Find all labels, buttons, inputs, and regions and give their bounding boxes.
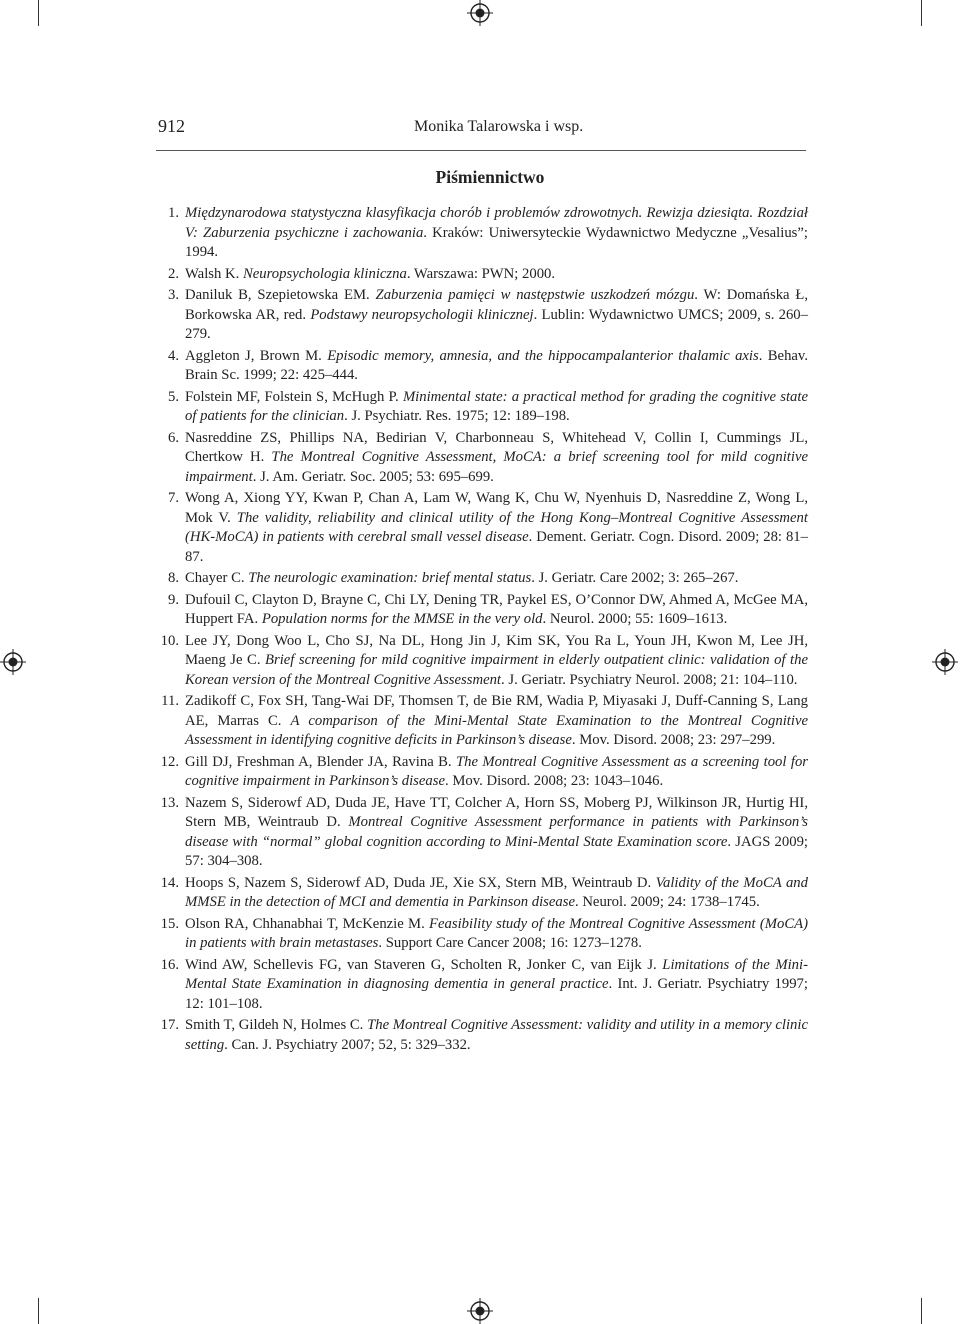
- registration-mark-left-icon: [0, 649, 26, 675]
- running-head: Monika Talarowska i wsp.: [414, 118, 584, 135]
- reference-authors: Walsh K.: [185, 265, 243, 282]
- reference-authors: Wind AW, Schellevis FG, van Staveren G, Scholten R, Jonker C, van Eijk J.: [185, 956, 663, 973]
- reference-number: 14.: [160, 874, 179, 891]
- reference-number: 12.: [160, 753, 179, 770]
- reference-title: Neuropsychologia kliniczna: [242, 265, 407, 282]
- reference-source: . JAGS 2009; 57: 304–308.: [185, 833, 808, 869]
- reference-item: [150, 286, 808, 345]
- reference-item: [150, 569, 808, 589]
- reference-source: . Neurol. 2000; 55: 1609–1613.: [542, 611, 728, 627]
- reference-source: . Kraków: Uniwersyteckie Wydawnictwo Medyczne „Vesalius”; 1994.: [185, 224, 808, 260]
- registration-mark-right-icon: [932, 649, 958, 675]
- page-number: 912: [158, 116, 185, 136]
- reference-title: Limitations of the Mini-Mental State Examination in diagnosing dementia in general practice: [185, 956, 808, 992]
- reference-title: A comparison of the Mini-Mental State Examination to the Montreal Cognitive Assessment in identifying cognitive deficits in Parkinson’s disease: [185, 712, 808, 748]
- reference-title: The neurologic examination: brief mental status: [248, 570, 532, 586]
- reference-authors: Hoops S, Nazem S, Siderowf AD, Duda JE, Xie SX, Stern MB, Weintraub D.: [185, 874, 656, 891]
- reference-number: 6.: [167, 429, 179, 446]
- reference-authors: Dufouil C, Clayton D, Brayne C, Chi LY, Dening TR, Paykel ES, O’Connor DW, Ahmed A, McGee MA, Huppert FA.: [185, 591, 808, 627]
- crop-mark-top-left: [38, 0, 39, 26]
- reference-source: . Mov. Disord. 2008; 23: 1043–1046.: [445, 773, 664, 789]
- crop-mark-top-right: [921, 0, 922, 26]
- reference-list: [150, 204, 808, 1057]
- reference-source: . Mov. Disord. 2008; 23: 297–299.: [571, 732, 776, 748]
- reference-source: . J. Am. Geriatr. Soc. 2005; 53: 695–699.: [252, 468, 494, 485]
- reference-authors: Olson RA, Chhanabhai T, McKenzie M.: [185, 915, 430, 932]
- reference-book-source: . Lublin: Wydawnictwo UMCS; 2009, s. 260–279.: [185, 306, 808, 342]
- reference-authors: Smith T, Gildeh N, Holmes C.: [185, 1017, 368, 1033]
- reference-source: . J. Geriatr. Care 2002; 3: 265–267.: [531, 570, 739, 586]
- reference-number: 4.: [167, 347, 179, 364]
- reference-source: . W: Domańska Ł, Borkowska AR, red.: [185, 287, 809, 323]
- header-rule: [156, 150, 806, 151]
- reference-title: Montreal Cognitive Assessment performance in patients with Parkinson’s disease with “normal” global cognition according to Mini-Mental State Examination score: [185, 814, 808, 850]
- reference-item: [150, 632, 808, 691]
- reference-item: [150, 347, 808, 386]
- reference-item: [150, 692, 808, 751]
- crop-mark-bottom-right: [921, 1298, 922, 1324]
- reference-title: Episodic memory, amnesia, and the hippocampalanterior thalamic axis: [327, 347, 759, 364]
- reference-number: 1.: [167, 205, 179, 221]
- section-title: Piśmiennictwo: [435, 167, 545, 187]
- reference-number: 7.: [167, 490, 179, 506]
- reference-item: [150, 794, 808, 872]
- reference-number: 17.: [160, 1017, 179, 1033]
- reference-title: Brief screening for mild cognitive impairment in elderly outpatient clinic: validation of the Korean version of the Montreal Cognitive Assessment: [185, 652, 808, 688]
- reference-title: The Montreal Cognitive Assessment, MoCA: a brief screening tool for mild cognitive impairment: [185, 449, 808, 485]
- registration-mark-top-icon: [467, 0, 493, 26]
- reference-title: Validity of the MoCA and MMSE in the detection of MCI and dementia in Parkinson disease: [185, 874, 808, 910]
- reference-source: . Int. J. Geriatr. Psychiatry 1997; 12: 101–108.: [185, 976, 808, 1012]
- reference-item: [150, 1016, 808, 1055]
- reference-number: 11.: [161, 693, 179, 709]
- reference-book-title: Podstawy neuropsychologii klinicznej: [310, 306, 534, 323]
- reference-source: . J. Psychiatr. Res. 1975; 12: 189–198.: [344, 408, 570, 424]
- reference-number: 10.: [160, 632, 179, 649]
- reference-source: . Support Care Cancer 2008; 16: 1273–1278.: [378, 935, 642, 951]
- page-header: [156, 116, 806, 146]
- reference-item: [150, 429, 808, 488]
- reference-source: . Behav. Brain Sc. 1999; 22: 425–444.: [185, 347, 808, 383]
- reference-title: Międzynarodowa statystyczna klasyfikacja chorób i problemów zdrowotnych. Rewizja dziesiąta. Rozdział V: Zaburzenia psychiczne i zachowania: [185, 205, 808, 241]
- reference-source: . Neurol. 2009; 24: 1738–1745.: [574, 894, 760, 910]
- reference-number: 2.: [167, 265, 179, 282]
- reference-authors: Folstein MF, Folstein S, McHugh P.: [185, 388, 403, 405]
- reference-authors: Gill DJ, Freshman A, Blender JA, Ravina B.: [185, 753, 456, 770]
- reference-item: [150, 591, 808, 630]
- reference-number: 16.: [160, 956, 179, 973]
- reference-source: . Warszawa: PWN; 2000.: [406, 265, 556, 282]
- reference-number: 3.: [167, 287, 179, 303]
- reference-source: . J. Geriatr. Psychiatry Neurol. 2008; 21: 104–110.: [501, 671, 798, 688]
- reference-source: . Dement. Geriatr. Cogn. Disord. 2009; 28: 81–87.: [185, 529, 808, 565]
- reference-item: [150, 753, 808, 792]
- reference-item: [150, 265, 808, 285]
- reference-item: [150, 388, 808, 427]
- reference-authors: Nazem S, Siderowf AD, Duda JE, Have TT, Colcher A, Horn SS, Moberg PJ, Wilkinson JR, Hurtig HI, Stern MB, Weintraub D.: [185, 794, 808, 830]
- reference-item: [150, 956, 808, 1015]
- reference-number: 8.: [167, 570, 179, 586]
- registration-mark-bottom-icon: [467, 1298, 493, 1324]
- reference-number: 15.: [160, 915, 179, 932]
- reference-item: [150, 915, 808, 954]
- reference-title: Feasibility study of the Montreal Cognitive Assessment (MoCA) in patients with brain metastases: [185, 915, 808, 951]
- reference-item: [150, 489, 808, 567]
- reference-authors: Lee JY, Dong Woo L, Cho SJ, Na DL, Hong Jin J, Kim SK, You Ra L, Youn JH, Kwon M, Lee JH, Maeng Je C.: [185, 632, 808, 668]
- reference-authors: Zadikoff C, Fox SH, Tang-Wai DF, Thomsen T, de Bie RM, Wadia P, Miyasaki J, Duff-Canning S, Lang AE, Marras C.: [185, 693, 808, 729]
- reference-title: The validity, reliability and clinical utility of the Hong Kong–Montreal Cognitive Assessment (HK-MoCA) in patients with cerebral small vessel disease: [185, 509, 808, 545]
- crop-mark-bottom-left: [38, 1298, 39, 1324]
- reference-title: Minimental state: a practical method for grading the cognitive state of patients for the clinician: [185, 388, 808, 424]
- reference-authors: Nasreddine ZS, Phillips NA, Bedirian V, Charbonneau S, Whitehead V, Collin I, Cummings JL, Chertkow H.: [185, 429, 808, 465]
- reference-number: 5.: [167, 388, 179, 405]
- reference-title: The Montreal Cognitive Assessment: validity and utility in a memory clinic setting: [185, 1017, 808, 1053]
- reference-title: Zaburzenia pamięci w następstwie uszkodzeń mózgu: [375, 287, 695, 303]
- reference-authors: Wong A, Xiong YY, Kwan P, Chan A, Lam W, Wang K, Chu W, Nyenhuis D, Nasreddine Z, Wong L, Mok V.: [185, 490, 808, 526]
- reference-authors: Aggleton J, Brown M.: [185, 347, 328, 364]
- reference-authors: Daniluk B, Szepietowska EM.: [185, 287, 376, 303]
- reference-authors: Chayer C.: [185, 570, 249, 586]
- reference-title: The Montreal Cognitive Assessment as a screening tool for cognitive impairment in Parkinson’s disease: [185, 753, 809, 789]
- reference-item: [150, 204, 808, 263]
- reference-item: [150, 874, 808, 913]
- reference-number: 9.: [167, 591, 179, 608]
- reference-source: . Can. J. Psychiatry 2007; 52, 5: 329–332.: [224, 1036, 471, 1053]
- reference-number: 13.: [160, 794, 179, 811]
- reference-title: Population norms for the MMSE in the very old: [261, 611, 543, 627]
